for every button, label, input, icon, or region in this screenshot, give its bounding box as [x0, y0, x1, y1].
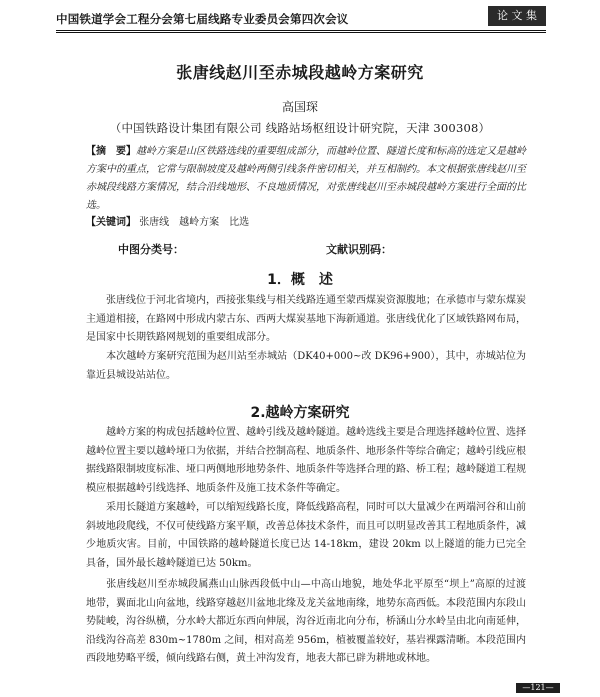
paragraph-text: 张唐线位于河北省境内，西接张集线与相关线路连通至蒙西煤炭资源腹地；在承德市与蒙东煤炭主通道相接，在路网中形成内蒙古东、西两大煤炭基地下海新通道。张唐线优化了区域铁路网布局，是国家中长期铁路网规划的重要组成部分。: [86, 295, 526, 343]
paragraph: [86, 576, 526, 669]
keywords-label: 【关键词】: [86, 217, 136, 228]
paragraph: [86, 292, 526, 348]
page-number: —121—: [516, 683, 560, 693]
section-heading-crossing-scheme: 2.越岭方案研究: [250, 405, 350, 421]
paper-title: 张唐线赵川至赤城段越岭方案研究: [176, 63, 424, 82]
abstract-label: 【摘 要】: [86, 146, 136, 157]
paragraph: [86, 348, 526, 385]
author-affiliation: （中国铁路设计集团有限公司 线路站场枢纽设计研究院，天津 300308）: [109, 121, 491, 135]
document-code-label: 文献识别码：: [326, 243, 392, 256]
paragraph-text: 采用长隧道方案越岭，可以缩短线路长度，降低线路高程，同时可以大量减少在两端河谷和山前斜坡地段爬线，不仅可使线路方案平顺，改善总体技术条件，而且可以明显改善其工程地质条件，减少地质灾害。目前，中国铁路的越岭隧道长度已达 14-18km，建设 20km 以上隧道的能力已完全具备，国外最长越岭隧道已达 50km。: [86, 502, 526, 569]
keywords: [86, 213, 249, 228]
paragraph-text: 本次越岭方案研究范围为赵川站至赤城站（DK40+000~改 DK96+900），其中，赤城站位为靠近县城设站站位。: [86, 351, 526, 381]
section-heading-overview: 1．概 述: [267, 272, 333, 288]
classification-label: 中图分类号：: [118, 243, 184, 256]
abstract-text: 越岭方案是山区铁路选线的重要组成部分，而越岭位置、隧道长度和标高的选定又是越岭方案中的重点，它常与限制坡度及越岭两侧引线条件密切相关，并互相制约。本文根据张唐线赵川至赤城段线路方案情况，结合沿线地形、不良地质情况，对张唐线赵川至赤城段越岭方案进行全面的比选。: [86, 146, 526, 211]
author-name: 高国琛: [281, 100, 318, 114]
section-tag: 论 文 集: [488, 6, 546, 26]
keywords-text: 张唐线 越岭方案 比选: [139, 217, 250, 228]
paragraph-text: 张唐线赵川至赤城段属燕山山脉西段低中山—中高山地貌，地处华北平原至“坝上”高原的过渡地带，翼面北山向盆地，线路穿越赵川盆地北缘及龙关盆地南缘，地势东高西低。本段范围内东段山势陡峻，沟谷纵横，分水岭大都近东西向伸展，沟谷近南北向分布，桥涵山分水岭呈由北向南延伸，沿线沟谷高差 830m~1780m 之间，相对高差 956m，植被覆盖较好，基岩裸露清晰。本段范围内西段地势略平缓，倾向线路右侧，黄土冲沟发育，地表大都已辟为耕地或林地。: [86, 579, 526, 664]
paragraph: [86, 424, 526, 498]
abstract: [86, 143, 526, 215]
paragraph: [86, 499, 526, 573]
paragraph-text: 越岭方案的构成包括越岭位置、越岭引线及越岭隧道。越岭选线主要是合理选择越岭位置、选择越岭位置主要以越岭垭口为依据，并结合控制高程、地质条件、地形条件等综合确定；越岭引线应根据线路限制坡度标准、垭口两侧地形地势条件、地质条件等选择合理的路、桥工程；越岭隧道工程规模应根据越岭引线选择、地质条件及施工技术条件等确定。: [86, 427, 526, 494]
conference-title: 中国铁道学会工程分会第七届线路专业委员会第四次会议: [56, 12, 349, 26]
running-header: [56, 8, 546, 33]
